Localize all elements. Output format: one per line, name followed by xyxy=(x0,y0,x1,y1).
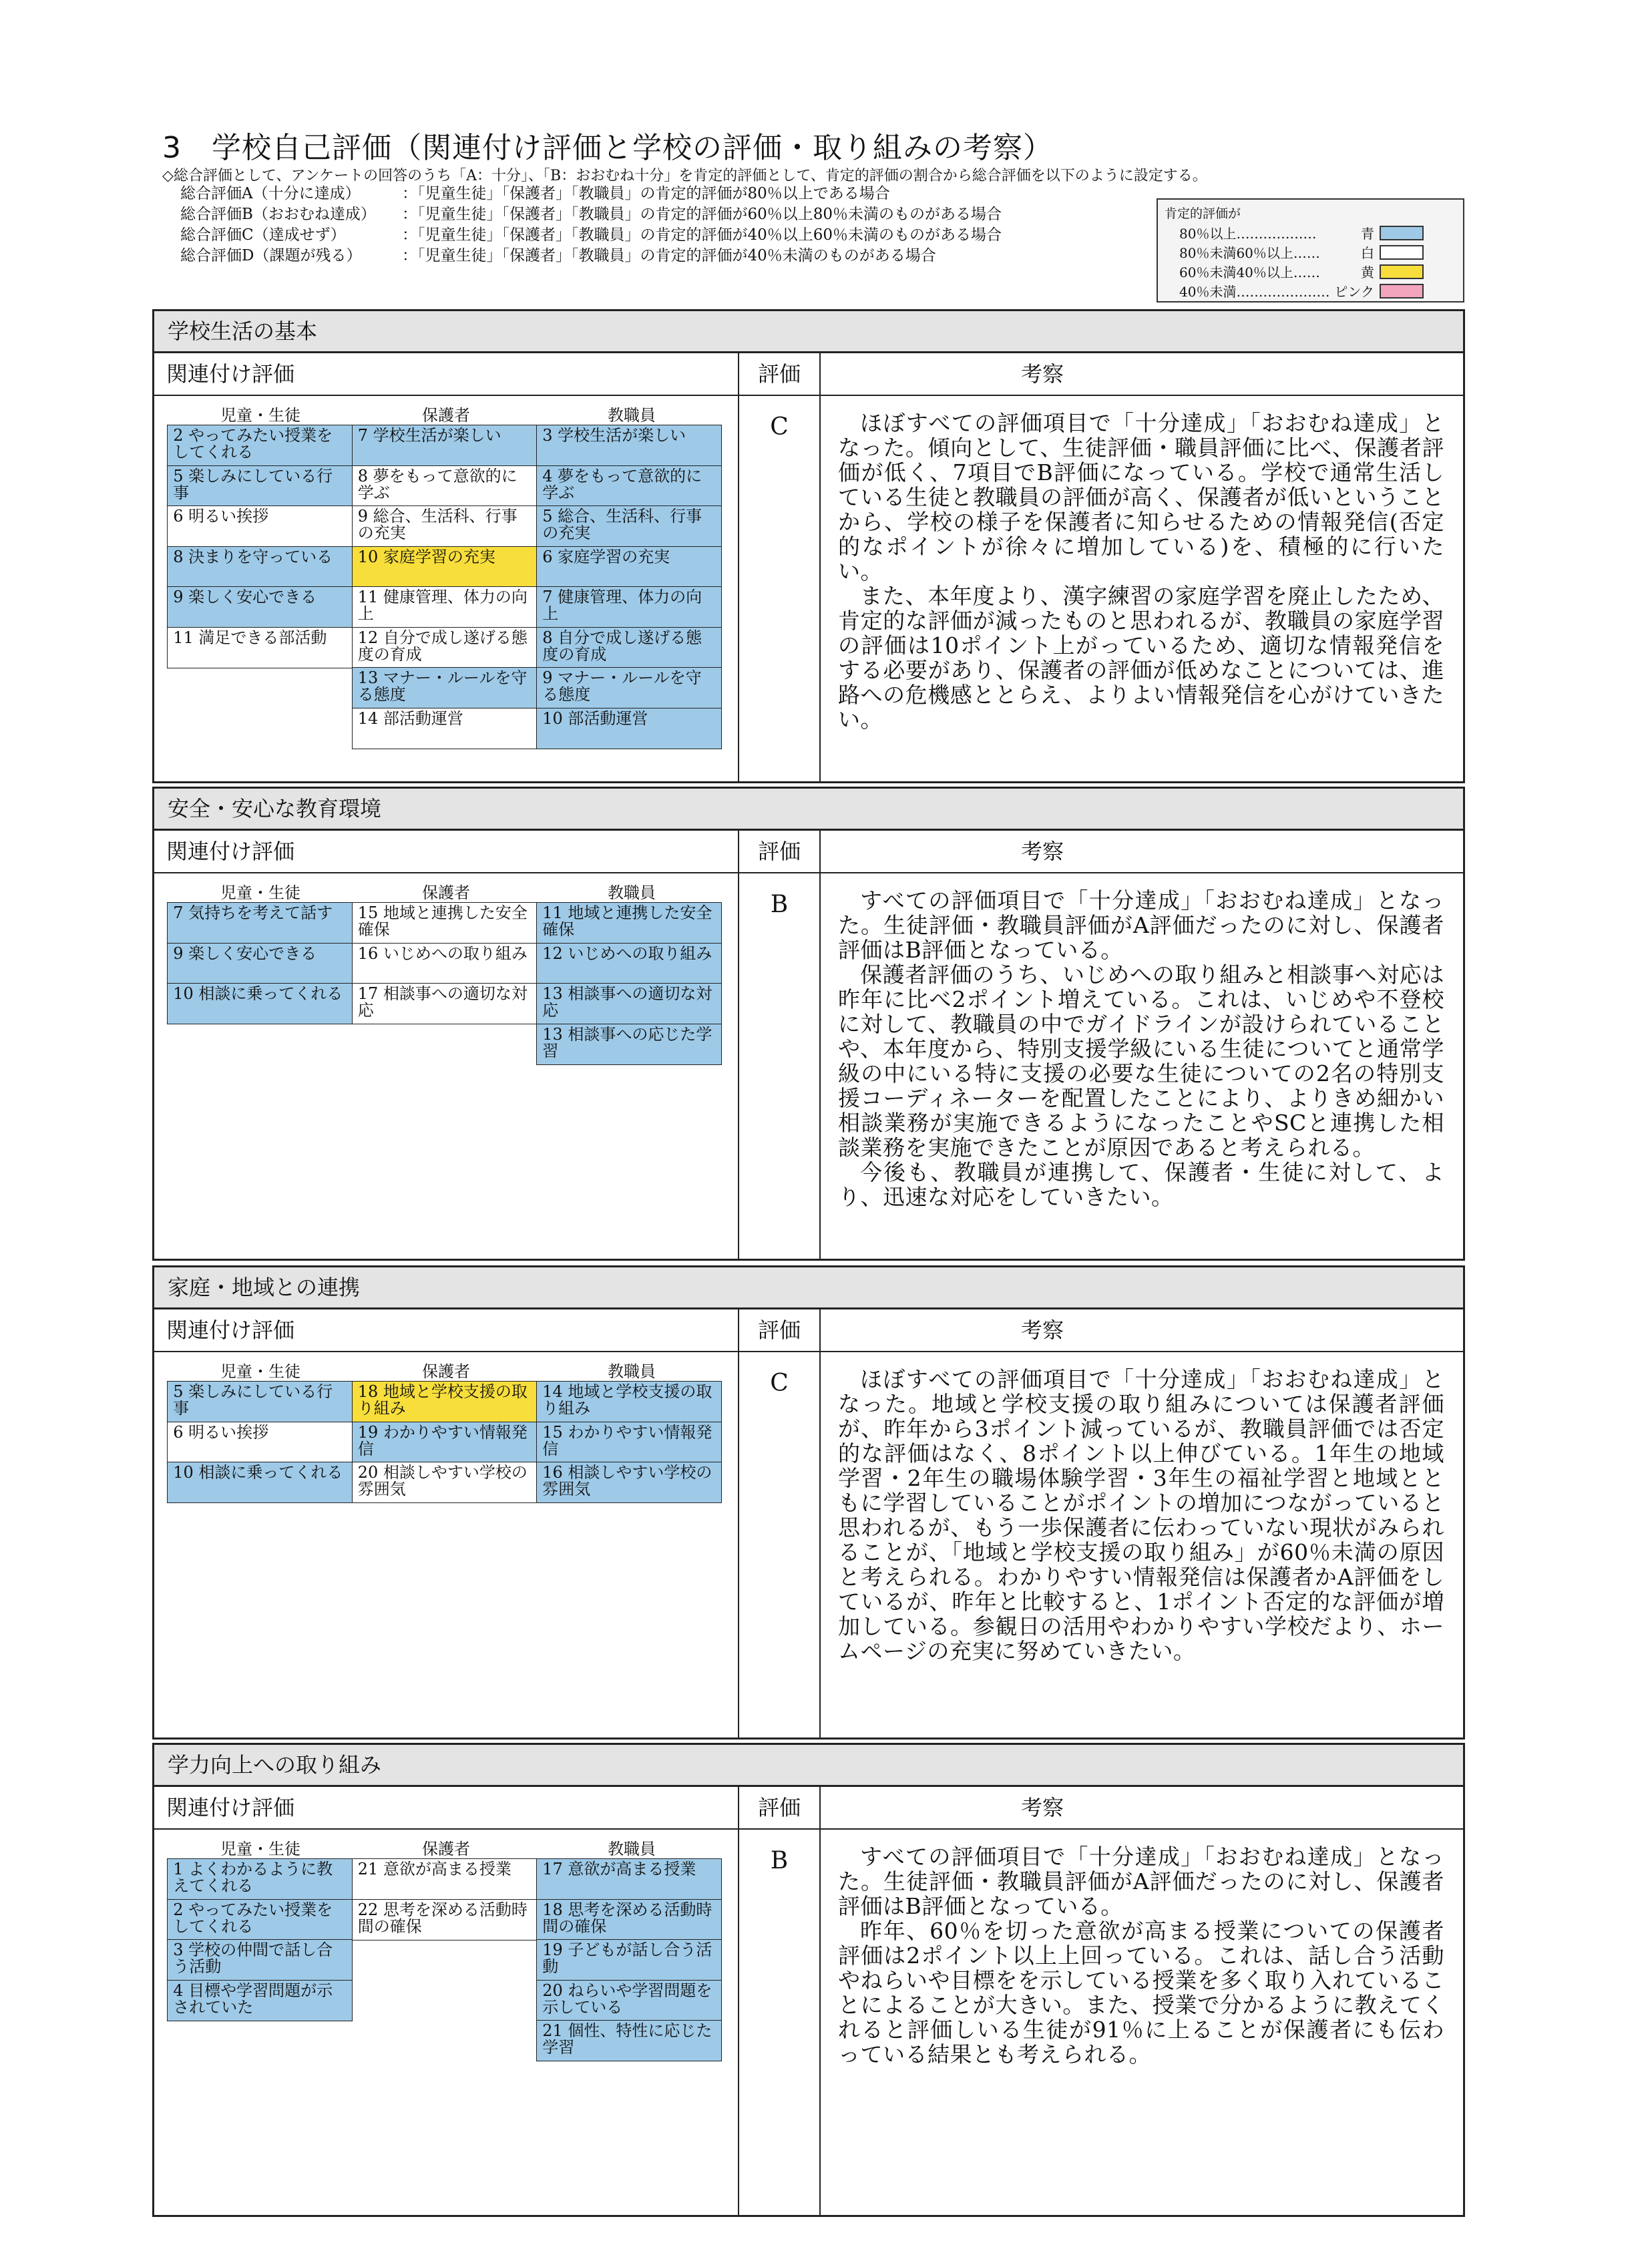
eval-item-cell: 7 気持ちを考えて話す xyxy=(167,902,353,944)
eval-grid-row xyxy=(168,1900,726,1941)
eval-item-cell: 10 部活動運営 xyxy=(536,708,722,749)
eval-item-cell: 8 決まりを守っている xyxy=(167,546,353,588)
discussion-paragraph: また、本年度より、漢字練習の家庭学習を廃止したため、肯定的な評価が減ったものと思われるが、教職員の家庭学習の評価は10ポイント上がっているため、適切な情報発信をする必要があり、保護者の評価が低めなことについては、進路への危機感ととらえ、よりよい情報発信を心がけていきたい。 xyxy=(838,583,1444,733)
eval-item-cell: 20 相談しやすい学校の雰囲気 xyxy=(352,1462,538,1503)
eval-grid-row xyxy=(168,944,726,984)
discussion-header: 考察 xyxy=(1021,1317,1064,1343)
legend-color-name: ピンク xyxy=(1334,284,1374,300)
grid-header xyxy=(168,883,726,903)
column-header xyxy=(154,1787,1463,1830)
discussion-header: 考察 xyxy=(1021,1795,1064,1820)
related-eval-grid xyxy=(154,1352,739,1739)
discussion-header: 考察 xyxy=(1021,839,1064,864)
col-staff: 教職員 xyxy=(608,406,656,425)
legend-item xyxy=(1165,262,1456,281)
discussion-paragraph: 保護者評価のうち、いじめへの取り組みと相談事へ対応は昨年に比べ2ポイント増えている。これは、いじめや不登校に対して、教職員の中でガイドラインが設けられていることや、本年度から、特別支援学級にいる生徒についてと通常学級の中にいる特に支援の必要な生徒についての2名の特別支援コーディネーターを配置したことにより、よりきめ細かい相談業務が実施できるようになったことやSCと連携した相談業務を実施できたことが原因であると考えられる。 xyxy=(838,962,1444,1161)
legend-swatch xyxy=(1380,264,1424,279)
legend-range: 80％以上……………… xyxy=(1179,226,1317,242)
eval-item-cell: 5 楽しみにしている行事 xyxy=(167,1381,353,1422)
eval-item-cell: 18 思考を深める活動時間の確保 xyxy=(536,1899,722,1941)
legend-title: 肯定的評価が xyxy=(1165,206,1241,221)
eval-item-cell: 18 地域と学校支援の取り組み xyxy=(352,1381,538,1422)
eval-item-cell: 14 地域と学校支援の取り組み xyxy=(536,1381,722,1422)
legend-swatch xyxy=(1380,284,1424,298)
eval-item-cell: 2 やってみたい授業をしてくれる xyxy=(167,1899,353,1941)
criteria-grade: 総合評価C（達成せず） xyxy=(180,226,346,244)
eval-item-cell: 12 自分で成し遂げる態度の育成 xyxy=(352,627,538,668)
criteria-row xyxy=(180,184,1002,204)
section-title: 安全・安心な教育環境 xyxy=(154,789,1463,831)
section-block xyxy=(152,1265,1465,1740)
criteria-row xyxy=(180,225,1002,246)
eval-item-cell: 17 相談事への適切な対応 xyxy=(352,983,538,1024)
legend-color-name: 黄 xyxy=(1361,264,1374,280)
eval-item-cell: 17 意欲が高まる授業 xyxy=(536,1858,722,1900)
eval-header: 評価 xyxy=(739,831,821,872)
eval-grid-row xyxy=(168,1382,726,1422)
eval-item-cell: 11 健康管理、体力の向上 xyxy=(352,586,538,628)
legend-item xyxy=(1165,281,1456,300)
legend-color-name: 青 xyxy=(1361,226,1374,242)
discussion-text xyxy=(821,1352,1463,1739)
eval-item-cell xyxy=(352,1024,538,1065)
overall-grade: B xyxy=(739,1830,821,2216)
eval-item-cell: 10 相談に乗ってくれる xyxy=(167,983,353,1024)
eval-grid-row xyxy=(168,506,726,547)
legend-swatch xyxy=(1380,245,1424,260)
eval-item-cell xyxy=(352,2020,538,2061)
related-eval-grid xyxy=(154,873,739,1260)
related-eval-grid xyxy=(154,1830,739,2216)
col-parent: 保護者 xyxy=(422,406,470,425)
eval-item-cell: 1 よくわかるように教えてくれる xyxy=(167,1858,353,1900)
col-student: 児童・生徒 xyxy=(220,406,300,425)
section-body xyxy=(154,873,1463,1260)
section-body xyxy=(154,1830,1463,2216)
discussion-paragraph: 昨年、60％を切った意欲が高まる授業についての保護者評価は2ポイント以上上回っている。これは、話し合う活動やねらいや目標をを示している授業を多く取り入れていることによることが大きい。また、授業で分かるように教えてくれると評価しいる生徒が91％に上ることが保護者にも伝わっている結果とも考えられる。 xyxy=(838,1918,1445,2067)
eval-item-cell: 15 地域と連携した安全確保 xyxy=(352,902,538,944)
eval-grid-row xyxy=(168,547,726,588)
grid-header xyxy=(168,1839,726,1859)
eval-grid-row xyxy=(168,628,726,668)
eval-grid-row xyxy=(168,1940,726,1981)
eval-item-cell: 10 相談に乗ってくれる xyxy=(167,1462,353,1503)
legend-item xyxy=(1165,223,1456,242)
eval-header: 評価 xyxy=(739,1309,821,1351)
eval-item-cell xyxy=(167,708,353,749)
eval-grid-row xyxy=(168,1981,726,2021)
criteria-grade: 総合評価D（課題が残る） xyxy=(180,247,362,264)
eval-item-cell: 11 地域と連携した安全確保 xyxy=(536,902,722,944)
criteria-grade: 総合評価B（おおむね達成） xyxy=(180,206,376,223)
eval-item-cell: 7 学校生活が楽しい xyxy=(352,425,538,466)
color-legend xyxy=(1157,198,1464,302)
eval-item-cell: 21 意欲が高まる授業 xyxy=(352,1858,538,1900)
eval-item-cell: 22 思考を深める活動時間の確保 xyxy=(352,1899,538,1941)
section-block xyxy=(152,309,1465,783)
related-eval-header: 関連付け評価 xyxy=(154,831,739,872)
eval-item-cell: 19 わかりやすい情報発信 xyxy=(352,1422,538,1463)
col-staff: 教職員 xyxy=(608,1840,656,1858)
eval-item-cell: 9 楽しく安心できる xyxy=(167,586,353,628)
legend-range: 40％未満………………… xyxy=(1179,284,1330,300)
eval-item-cell: 13 相談事への応じた学習 xyxy=(536,1024,722,1065)
section-block xyxy=(152,787,1465,1261)
eval-item-cell: 9 総合、生活科、行事の充実 xyxy=(352,505,538,547)
eval-grid-row xyxy=(168,1462,726,1503)
eval-item-cell: 13 相談事への適切な対応 xyxy=(536,983,722,1024)
eval-grid-row xyxy=(168,903,726,944)
section-title: 家庭・地域との連携 xyxy=(154,1267,1463,1309)
related-eval-header: 関連付け評価 xyxy=(154,1787,739,1828)
discussion-paragraph: すべての評価項目で「十分達成」「おおむね達成」となった。生徒評価・教職員評価がA評価だったのに対し、保護者評価はB評価となっている。 xyxy=(838,1844,1444,1919)
col-student: 児童・生徒 xyxy=(220,1840,300,1858)
col-student: 児童・生徒 xyxy=(220,1362,300,1381)
legend-swatch xyxy=(1380,226,1424,240)
related-eval-grid xyxy=(154,396,739,783)
discussion-paragraph: すべての評価項目で「十分達成」「おおむね達成」となった。生徒評価・教職員評価がA評価だったのに対し、保護者評価はB評価となっている。 xyxy=(838,887,1444,963)
legend-color-name: 白 xyxy=(1361,245,1374,261)
criteria-desc: ：「児童生徒」「保護者」「教職員」の肯定的評価が40％未満のものがある場合 xyxy=(402,247,936,264)
criteria-row xyxy=(180,246,1002,266)
related-eval-header: 関連付け評価 xyxy=(154,1309,739,1351)
criteria-grade: 総合評価A（十分に達成） xyxy=(180,185,361,202)
overall-grade: C xyxy=(739,396,821,783)
section-title: 学校生活の基本 xyxy=(154,311,1463,353)
eval-item-cell: 6 明るい挨拶 xyxy=(167,505,353,547)
eval-item-cell: 2 やってみたい授業をしてくれる xyxy=(167,425,353,466)
discussion-text xyxy=(821,396,1463,783)
eval-grid-row xyxy=(168,466,726,507)
eval-grid-row xyxy=(168,708,726,749)
column-header xyxy=(154,1309,1463,1352)
eval-item-cell: 14 部活動運営 xyxy=(352,708,538,749)
col-parent: 保護者 xyxy=(422,1840,470,1858)
criteria-desc: ：「児童生徒」「保護者」「教職員」の肯定的評価が40％以上60％未満のものがある場合 xyxy=(402,226,1002,244)
discussion-paragraph: ほぼすべての評価項目で「十分達成」「おおむね達成」となった。傾向として、生徒評価・職員評価に比べ、保護者評価が低く、7項目でB評価になっている。学校で通常生活している生徒と教職員の評価が高く、保護者が低いということから、学校の様子を保護者に知らせるための情報発信(否定的なポイントが徐々に増加している)を、積極的に行いたい。 xyxy=(838,410,1444,584)
eval-item-cell: 7 健康管理、体力の向上 xyxy=(536,586,722,628)
eval-item-cell: 5 総合、生活科、行事の充実 xyxy=(536,505,722,547)
legend-range: 60％未満40％以上…… xyxy=(1179,264,1320,280)
eval-grid-row xyxy=(168,1024,726,1065)
grid-header xyxy=(168,1362,726,1382)
eval-item-cell: 8 夢をもって意欲的に学ぶ xyxy=(352,465,538,507)
criteria-desc: ：「児童生徒」「保護者」「教職員」の肯定的評価が80％以上である場合 xyxy=(402,185,890,202)
grid-header xyxy=(168,405,726,425)
section-body xyxy=(154,396,1463,783)
criteria-desc: ：「児童生徒」「保護者」「教職員」の肯定的評価が60％以上80％未満のものがある場合 xyxy=(402,206,1002,223)
eval-item-cell: 3 学校の仲間で話し合う活動 xyxy=(167,1939,353,1981)
eval-grid-row xyxy=(168,587,726,628)
eval-item-cell: 20 ねらいや学習問題を示している xyxy=(536,1980,722,2021)
col-student: 児童・生徒 xyxy=(220,883,300,902)
page-title: 3 学校自己評価（関連付け評価と学校の評価・取り組みの考察） xyxy=(162,131,1053,165)
discussion-paragraph: ほぼすべての評価項目で「十分達成」「おおむね達成」となった。地域と学校支援の取り組みについては保護者評価が、昨年から3ポイント減っているが、教職員評価では否定的な評価はなく、8ポイント以上伸びている。1年生の地域学習・2年生の職場体験学習・3年生の福祉学習と地域とともに学習していることがポイントの増加につながっていると思われるが、もう一歩保護者に伝わっていない現状がみられることが、「地域と学校支援の取り組み」が60％未満の原因と考えられる。わかりやすい情報発信は保護者かA評価をしているが、昨年と比較すると、1ポイント否定的な評価が増加している。参観日の活用やわかりやすい学校だより、ホームページの充実に努めていきたい。 xyxy=(838,1366,1444,1664)
eval-item-cell xyxy=(167,667,353,708)
eval-header: 評価 xyxy=(739,1787,821,1828)
overall-grade: B xyxy=(739,873,821,1260)
col-staff: 教職員 xyxy=(608,883,656,902)
eval-header: 評価 xyxy=(739,353,821,395)
eval-item-cell xyxy=(167,1024,353,1065)
eval-item-cell: 10 家庭学習の充実 xyxy=(352,546,538,588)
eval-grid-row xyxy=(168,1859,726,1900)
section-body xyxy=(154,1352,1463,1739)
eval-item-cell: 4 夢をもって意欲的に学ぶ xyxy=(536,465,722,507)
eval-item-cell: 6 家庭学習の充実 xyxy=(536,546,722,588)
related-eval-header: 関連付け評価 xyxy=(154,353,739,395)
eval-item-cell xyxy=(352,1980,538,2021)
evaluation-note: ◇総合評価として、アンケートの回答のうち「A：十分」、「B：おおむね十分」を肯定的評価として、肯定的評価の割合から総合評価を以下のように設定する。 xyxy=(162,168,1207,184)
eval-item-cell: 9 楽しく安心できる xyxy=(167,943,353,984)
eval-grid-row xyxy=(168,2021,726,2061)
eval-item-cell: 9 マナー・ルールを守る態度 xyxy=(536,667,722,708)
section-block xyxy=(152,1743,1465,2217)
eval-item-cell: 16 いじめへの取り組み xyxy=(352,943,538,984)
eval-grid-row xyxy=(168,668,726,708)
eval-grid-row xyxy=(168,425,726,466)
discussion-paragraph: 今後も、教職員が連携して、保護者・生徒に対して、より、迅速な対応をしていきたい。 xyxy=(838,1159,1444,1210)
col-staff: 教職員 xyxy=(608,1362,656,1381)
eval-item-cell: 3 学校生活が楽しい xyxy=(536,425,722,466)
eval-item-cell: 12 いじめへの取り組み xyxy=(536,943,722,984)
legend-range: 80％未満60％以上…… xyxy=(1179,245,1320,261)
eval-grid-row xyxy=(168,984,726,1024)
eval-item-cell xyxy=(352,1939,538,1981)
column-header xyxy=(154,353,1463,396)
column-header xyxy=(154,831,1463,873)
criteria-list xyxy=(180,184,1002,266)
eval-item-cell: 16 相談しやすい学校の雰囲気 xyxy=(536,1462,722,1503)
eval-item-cell: 4 目標や学習問題が示されていた xyxy=(167,1980,353,2021)
eval-grid-row xyxy=(168,1422,726,1463)
col-parent: 保護者 xyxy=(422,1362,470,1381)
discussion-text xyxy=(821,1830,1463,2216)
eval-item-cell xyxy=(167,2020,353,2061)
eval-item-cell: 6 明るい挨拶 xyxy=(167,1422,353,1463)
eval-item-cell: 15 わかりやすい情報発信 xyxy=(536,1422,722,1463)
col-parent: 保護者 xyxy=(422,883,470,902)
legend-item xyxy=(1165,242,1456,262)
eval-item-cell: 5 楽しみにしている行事 xyxy=(167,465,353,507)
eval-item-cell: 19 子どもが話し合う活動 xyxy=(536,1939,722,1981)
criteria-row xyxy=(180,204,1002,225)
overall-grade: C xyxy=(739,1352,821,1739)
eval-item-cell: 11 満足できる部活動 xyxy=(167,627,353,668)
eval-item-cell: 21 個性、特性に応じた学習 xyxy=(536,2020,722,2061)
eval-item-cell: 13 マナー・ルールを守る態度 xyxy=(352,667,538,708)
discussion-header: 考察 xyxy=(1021,361,1064,387)
eval-item-cell: 8 自分で成し遂げる態度の育成 xyxy=(536,627,722,668)
discussion-text xyxy=(821,873,1463,1260)
section-title: 学力向上への取り組み xyxy=(154,1745,1463,1787)
